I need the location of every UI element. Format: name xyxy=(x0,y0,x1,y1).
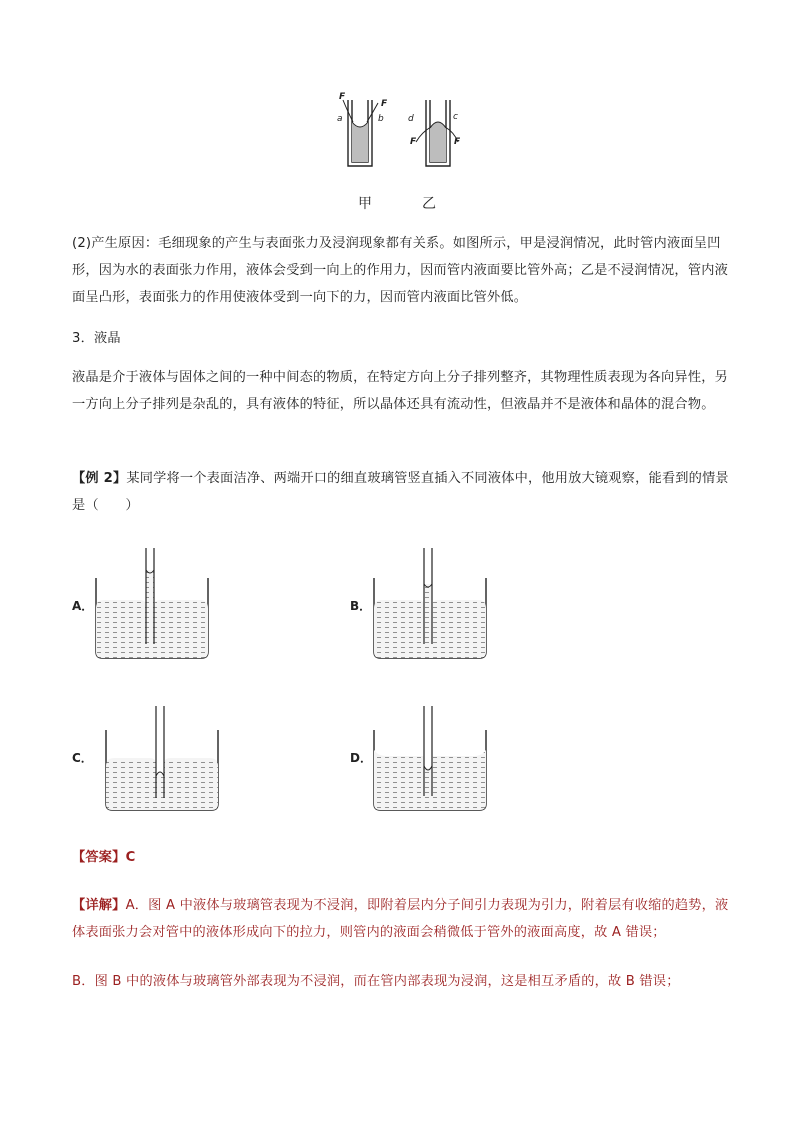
example-question xyxy=(72,465,732,519)
option-d-label[interactable]: D． xyxy=(350,751,372,765)
explanation-b: B．图 B 中的液体与玻璃管外部表现为不浸润，而在管内部表现为浸润，这是相互矛盾的，故 B 错误； xyxy=(72,974,680,989)
option-d-diagram xyxy=(374,706,486,810)
answer-label: 【答案】 xyxy=(72,850,126,865)
point-label-b: b xyxy=(378,114,384,124)
example-text: 某同学将一个表面洁净、两端开口的细直玻璃管竖直插入不同液体中，他用放大镜观察，能看到的情景是（ ） xyxy=(72,471,729,513)
point-label-c: c xyxy=(453,112,458,122)
caption-yi: 乙 xyxy=(422,196,436,212)
option-c-label[interactable]: C． xyxy=(72,751,93,765)
capillary-figure xyxy=(0,0,794,220)
answer-value: C xyxy=(125,850,136,865)
force-label-right-d: F xyxy=(410,137,417,147)
option-a-diagram xyxy=(96,548,208,658)
option-b-label[interactable]: B． xyxy=(350,599,372,613)
explanation-line-a: A．图 A 中液体与玻璃管表现为不浸润，即附着层内分子间引力表现为引力，附着层有收缩的趋势，液体表面张力会对管中的液体形成向下的拉力，则管内的液面会稍微低于管外的液面高度，故 A 错误； xyxy=(72,898,729,940)
paragraph-liquid-crystal: 液晶是介于液体与固体之间的一种中间态的物质，在特定方向上分子排列整齐，其物理性质表现为各向异性，另一方向上分子排列是杂乱的，具有液体的特征，所以晶体还具有流动性，但液晶并不是液体和晶体的混合物。 xyxy=(72,370,728,412)
caption-jia: 甲 xyxy=(358,196,372,212)
example-tag: 【例 2】 xyxy=(72,471,127,486)
explanation-a xyxy=(72,892,732,946)
option-b-diagram xyxy=(374,548,486,658)
point-label-d: d xyxy=(408,114,414,124)
answer-line xyxy=(72,844,732,871)
point-label-a: a xyxy=(337,114,343,124)
option-a-label[interactable]: A． xyxy=(72,599,94,613)
force-label-left-a: F xyxy=(339,92,346,102)
force-label-right-c: F xyxy=(454,137,461,147)
force-label-left-b: F xyxy=(381,99,388,109)
option-diagrams xyxy=(0,540,794,870)
paragraph-cause: (2)产生原因：毛细现象的产生与表面张力及浸润现象都有关系。如图所示，甲是浸润情况，此时管内液面呈凹形，因为水的表面张力作用，液体会受到一向上的作用力，因而管内液面要比管外高；乙是不浸润情况，管内液面呈凸形，表面张力的作用使液体受到一向下的力，因而管内液面比管外低。 xyxy=(72,236,728,305)
explanation-label: 【详解】 xyxy=(72,898,126,913)
option-c-diagram xyxy=(106,706,218,810)
heading-liquid-crystal: 3．液晶 xyxy=(72,331,121,346)
